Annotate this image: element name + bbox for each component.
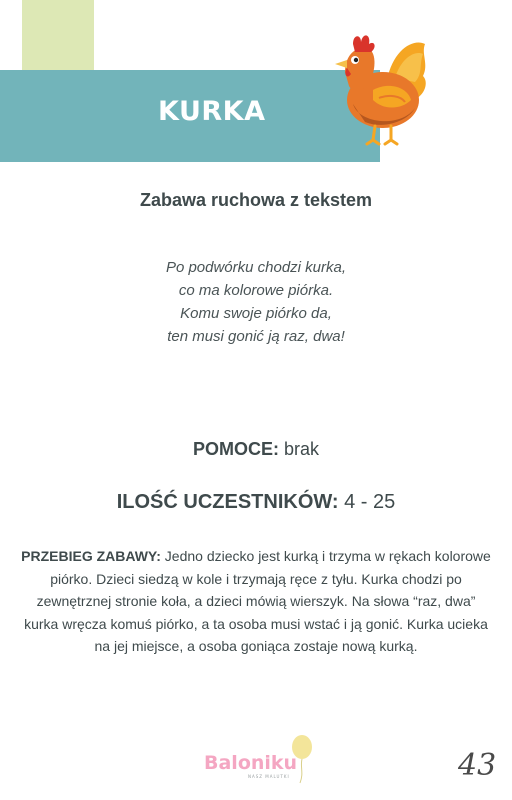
poem-line: co ma kolorowe piórka. — [178, 282, 334, 299]
page-number: 43 — [458, 748, 497, 783]
participants-line — [0, 491, 512, 514]
activity-subtitle: Zabawa ruchowa z tekstem — [139, 190, 373, 210]
participants-label: ILOŚĆ UCZESTNIKÓW: — [116, 491, 339, 513]
poem-line: Po podwórku chodzi kurka, — [165, 259, 347, 276]
poem — [0, 256, 512, 348]
brand-logo-tagline: NASZ MALUTKI — [248, 774, 290, 779]
poem-line: ten musi gonić ją raz, dwa! — [167, 328, 345, 345]
procedure-label: PRZEBIEG ZABAWY: — [21, 548, 161, 564]
aids-line — [0, 439, 512, 460]
hen-illustration-icon — [325, 20, 430, 148]
procedure-text: Jedno dziecko jest kurką i trzyma w rękach kolorowe piórko. Dzieci siedzą w kole i trzymają ręce z tyłu. Kurka chodzi po zewnętrznej stronie koła, a dzieci mówią wierszyk. Na słowa “raz, dwa” kurka wręcza komuś piórko, a ta osoba musi wstać i ją gonić. Kurka ucieka na jej miejsce, a osoba goniąca zostaje nową kurką. — [24, 548, 491, 654]
aids-label: POMOCE: — [192, 439, 279, 459]
brand-logo-name: Baloniku — [204, 752, 298, 774]
participants-value: 4 - 25 — [344, 491, 396, 513]
procedure-paragraph — [20, 545, 492, 658]
poem-line: Komu swoje piórko da, — [180, 305, 332, 322]
page-title: KURKA — [158, 96, 266, 127]
aids-value: brak — [284, 439, 320, 459]
